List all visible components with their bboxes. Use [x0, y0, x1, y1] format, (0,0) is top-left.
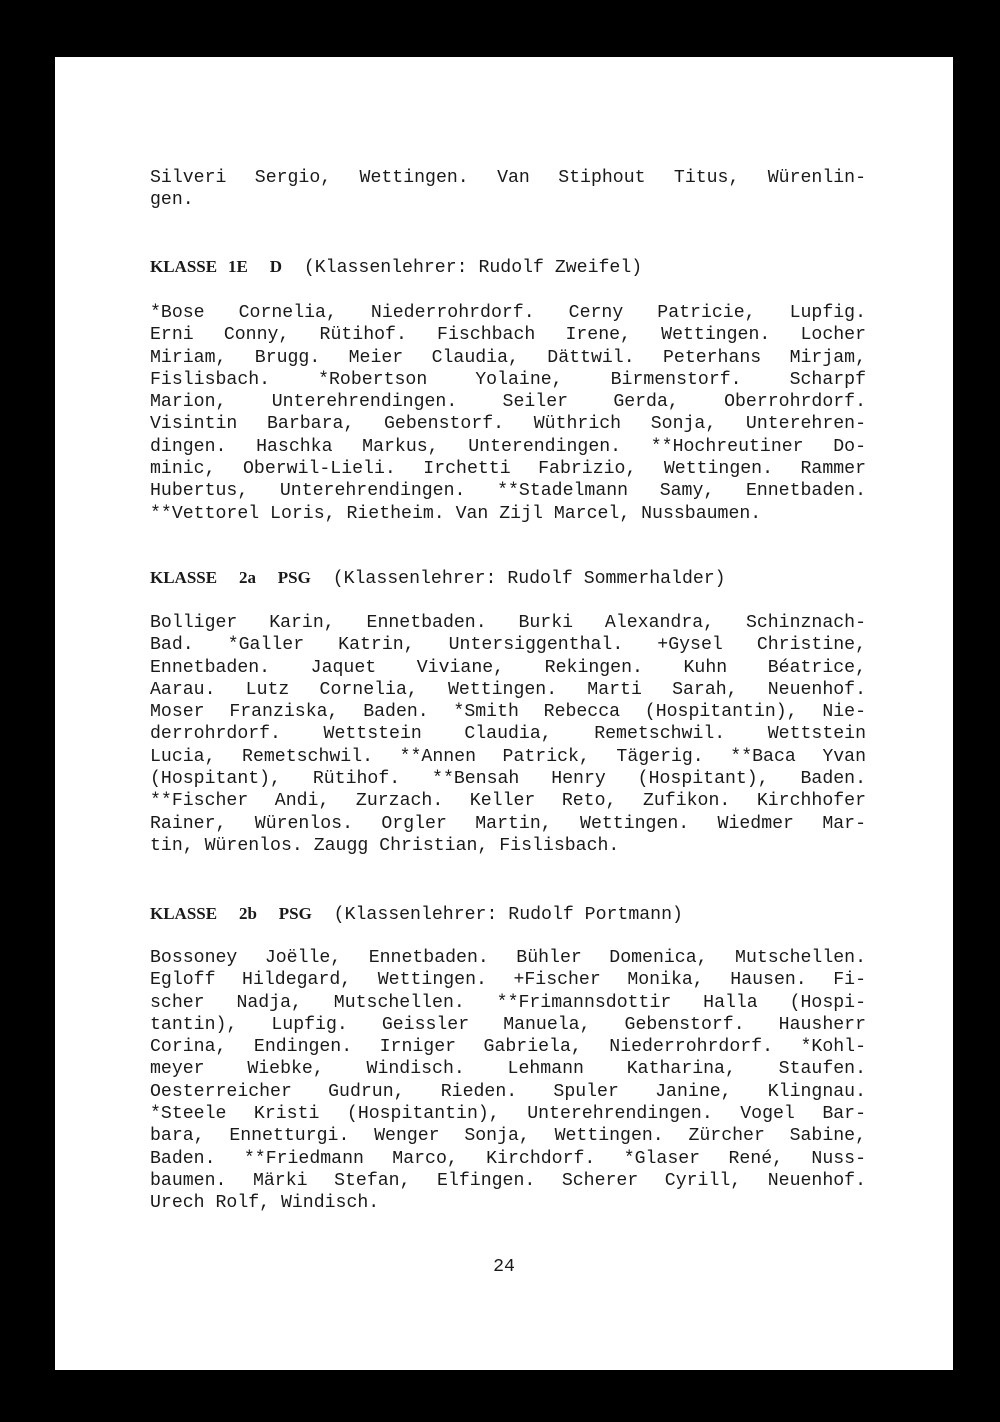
text-line: Aarau. Lutz Cornelia, Wettingen. Marti Sarah, Neuenhof. — [150, 679, 866, 700]
text-line: Hubertus, Unterehrendingen. **Stadelmann Samy, Ennetbaden. — [150, 481, 866, 502]
text-line: dingen. Haschka Markus, Unterendingen. **Hochreutiner Do- — [150, 436, 866, 457]
text-line: Lucia, Remetschwil. **Annen Patrick, Tägerig. **Baca Yvan — [150, 746, 866, 767]
klasse-label: KLASSE — [150, 904, 218, 923]
class-teacher: (Klassenlehrer: Rudolf Portmann) — [333, 905, 683, 925]
text-line: Ennetbaden. Jaquet Viviane, Rekingen. Kuhn Béatrice, — [150, 657, 866, 678]
section-paragraph-2b — [150, 947, 866, 1215]
text-line: (Hospitant), Rütihof. **Bensah Henry (Hospitant), Baden. — [150, 769, 866, 790]
text-line: Fislisbach. *Robertson Yolaine, Birmenstorf. Scharpf — [150, 369, 866, 390]
section-heading-2a — [150, 567, 726, 590]
class-group: D — [269, 257, 282, 276]
class-group: PSG — [277, 568, 311, 587]
text-line: bara, Ennetturgi. Wenger Sonja, Wettingen. Zürcher Sabine, — [150, 1126, 866, 1147]
text-line: derrohrdorf. Wettstein Claudia, Remetschwil. Wettstein — [150, 724, 866, 745]
text-line: Rainer, Würenlos. Orgler Martin, Wettingen. Wiedmer Mar- — [150, 813, 866, 834]
text-line: Miriam, Brugg. Meier Claudia, Dättwil. Peterhans Mirjam, — [150, 347, 866, 368]
class-teacher: (Klassenlehrer: Rudolf Zweifel) — [303, 258, 643, 278]
text-line: meyer Wiebke, Windisch. Lehmann Katharina, Staufen. — [150, 1059, 866, 1080]
class-teacher: (Klassenlehrer: Rudolf Sommerhalder) — [332, 569, 726, 589]
text-line: Moser Franziska, Baden. *Smith Rebecca (Hospitantin), Nie- — [150, 702, 866, 723]
text-line: tin, Würenlos. Zaugg Christian, Fislisbach. — [150, 835, 620, 856]
class-code: 1E — [228, 257, 248, 276]
section-heading-2b — [150, 903, 683, 926]
text-line: minic, Oberwil-Lieli. Irchetti Fabrizio, Wettingen. Rammer — [150, 459, 866, 480]
klasse-label: KLASSE — [150, 257, 218, 276]
klasse-label: KLASSE — [150, 568, 218, 587]
section-heading-1e — [150, 256, 642, 279]
text-line: Oesterreicher Gudrun, Rieden. Spuler Janine, Klingnau. — [150, 1081, 866, 1102]
text-line: Marion, Unterehrendingen. Seiler Gerda, Oberrohrdorf. — [150, 392, 866, 413]
text-line: Bossoney Joëlle, Ennetbaden. Bühler Domenica, Mutschellen. — [150, 948, 866, 968]
text-line: tantin), Lupfig. Geissler Manuela, Gebenstorf. Hausherr — [150, 1014, 866, 1035]
text-line: baumen. Märki Stefan, Elfingen. Scherer Cyrill, Neuenhof. — [150, 1170, 866, 1191]
class-group: PSG — [278, 904, 312, 923]
text-line: Visintin Barbara, Gebenstorf. Wüthrich Sonja, Unterehren- — [150, 414, 866, 435]
section-paragraph-1e — [150, 302, 866, 525]
text-line: Bad. *Galler Katrin, Untersiggenthal. +Gysel Christine, — [150, 635, 866, 656]
section-paragraph-2a — [150, 612, 866, 857]
intro-paragraph — [150, 167, 866, 212]
class-code: 2b — [238, 904, 257, 923]
text-line: **Fischer Andi, Zurzach. Keller Reto, Zufikon. Kirchhofer — [150, 791, 866, 812]
text-line: scher Nadja, Mutschellen. **Frimannsdottir Halla (Hospi- — [150, 992, 866, 1013]
document-page — [55, 57, 953, 1370]
text-line: Urech Rolf, Windisch. — [150, 1193, 380, 1214]
text-line: Erni Conny, Rütihof. Fischbach Irene, Wettingen. Locher — [150, 325, 866, 346]
class-code: 2a — [238, 568, 256, 587]
text-line: Bolliger Karin, Ennetbaden. Burki Alexandra, Schinznach- — [150, 613, 866, 633]
text-line: Egloff Hildegard, Wettingen. +Fischer Monika, Hausen. Fi- — [150, 970, 866, 991]
text-line: gen. — [150, 190, 194, 211]
text-line: *Steele Kristi (Hospitantin), Unterehrendingen. Vogel Bar- — [150, 1104, 866, 1125]
page-number: 24 — [493, 1257, 515, 1277]
text-line: **Vettorel Loris, Rietheim. Van Zijl Marcel, Nussbaumen. — [150, 503, 762, 524]
text-line: Baden. **Friedmann Marco, Kirchdorf. *Glaser René, Nuss- — [150, 1148, 866, 1169]
text-line: *Bose Cornelia, Niederrohrdorf. Cerny Patricie, Lupfig. — [150, 303, 866, 323]
text-line: Corina, Endingen. Irniger Gabriela, Niederrohrdorf. *Kohl- — [150, 1037, 866, 1058]
text-line: Silveri Sergio, Wettingen. Van Stiphout Titus, Würenlin- — [150, 168, 866, 188]
